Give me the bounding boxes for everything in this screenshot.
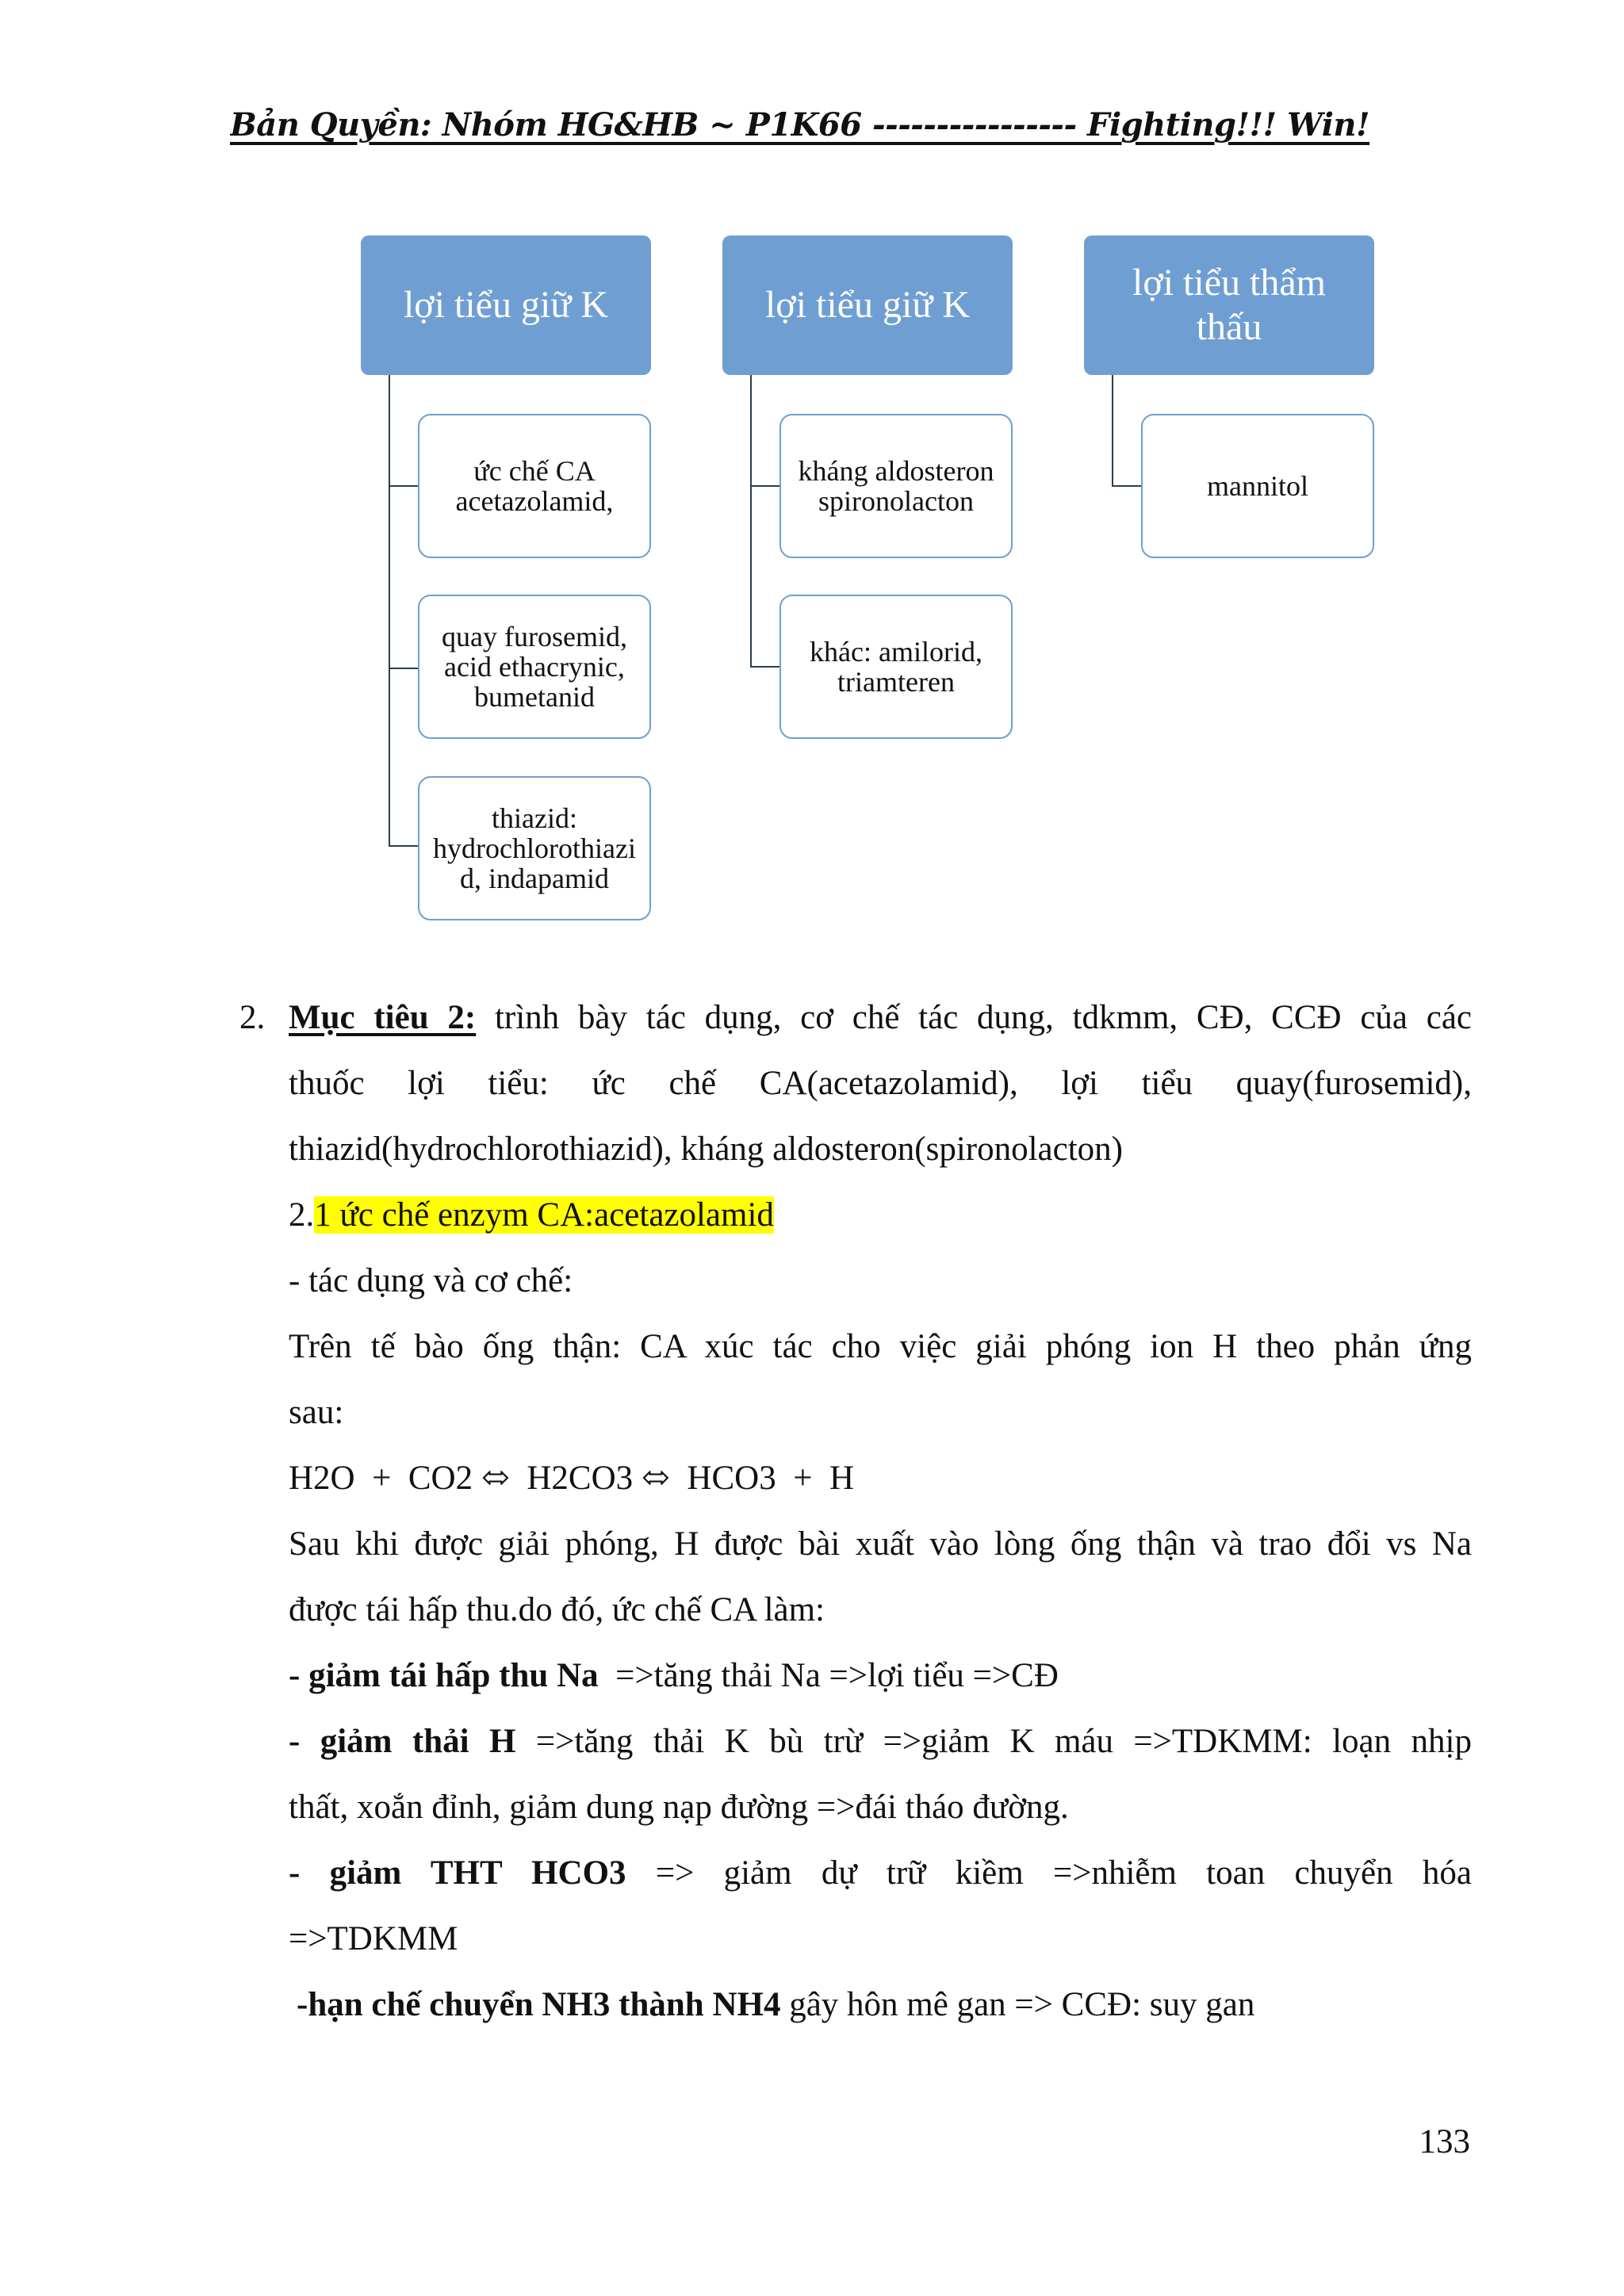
paragraph-line: sau: bbox=[289, 1394, 344, 1431]
sub-box-loop-diuretic: quay furosemid, acid ethacrynic, bumetanid bbox=[418, 595, 651, 739]
connector-line bbox=[750, 666, 780, 668]
connector-line bbox=[389, 375, 390, 846]
effect-text: => giảm dự trữ kiềm =>nhiễm toan chuyển hóa bbox=[626, 1854, 1472, 1892]
connector-line bbox=[389, 845, 419, 847]
section-2-line-2: thuốc lợi tiểu: ức chế CA(acetazolamid), lợi tiểu quay(furosemid), bbox=[289, 1065, 1472, 1102]
reaction-equation: H2O + CO2 ⬄ H2CO3 ⬄ HCO3 + H bbox=[289, 1460, 855, 1497]
effect-bold: - giảm thải H bbox=[289, 1723, 516, 1760]
page-number: 133 bbox=[1419, 2123, 1470, 2160]
subsection-prefix: 2. bbox=[289, 1196, 315, 1234]
diuretic-classification-diagram bbox=[0, 0, 1624, 951]
sub-box-other-k-sparing: khác: amilorid, triamteren bbox=[779, 595, 1013, 739]
connector-line bbox=[389, 485, 419, 487]
connector-line bbox=[750, 485, 780, 487]
connector-line bbox=[389, 668, 419, 669]
effect-item bbox=[289, 1709, 1472, 1774]
effect-item bbox=[289, 1972, 1472, 2038]
sub-box-ca-inhibitor: ức chế CA acetazolamid, bbox=[418, 414, 651, 558]
effect-bold: - giảm tái hấp thu Na bbox=[289, 1657, 599, 1694]
effect-text: =>tăng thải K bù trừ =>giảm K máu =>TDKMM: loạn nhịp bbox=[515, 1723, 1472, 1760]
sub-box-thiazide: thiazid: hydrochlorothiazi d, indapamid bbox=[418, 776, 651, 920]
sub-box-aldosterone-antagonist: kháng aldosteron spironolacton bbox=[779, 414, 1013, 558]
page-header: Bản Quyền: Nhóm HG&HB ~ P1K66 ---------------- Fighting!!! Win! bbox=[230, 106, 1370, 144]
sub-box-mannitol: mannitol bbox=[1141, 414, 1374, 558]
effect-continuation: thất, xoắn đỉnh, giảm dung nạp đường =>đái tháo đường. bbox=[289, 1789, 1069, 1826]
main-content bbox=[239, 985, 1473, 2038]
subsection-heading bbox=[289, 1182, 1472, 1248]
subsection-highlighted-title: 1 ức chế enzym CA:acetazolamid bbox=[314, 1196, 774, 1234]
effect-bold: - giảm THT HCO3 bbox=[289, 1854, 626, 1892]
category-box-1: lợi tiểu giữ K bbox=[361, 235, 651, 375]
effect-bold: -hạn chế chuyển NH3 thành NH4 bbox=[297, 1986, 781, 2023]
effect-text: =>tăng thải Na =>lợi tiểu =>CĐ bbox=[598, 1657, 1059, 1694]
category-box-3: lợi tiểu thẩm thấu bbox=[1084, 235, 1374, 375]
paragraph-line: Trên tế bào ống thận: CA xúc tác cho việc giải phóng ion H theo phản ứng bbox=[289, 1328, 1472, 1365]
effect-continuation: =>TDKMM bbox=[289, 1920, 458, 1957]
section-2-line-1 bbox=[239, 985, 1473, 1050]
effect-item bbox=[289, 1840, 1472, 1906]
section-text: trình bày tác dụng, cơ chế tác dụng, tdkmm, CĐ, CCĐ của các bbox=[476, 999, 1473, 1036]
section-title: Mục tiêu 2: bbox=[289, 999, 477, 1036]
paragraph-line: được tái hấp thu.do đó, ức chế CA làm: bbox=[289, 1591, 825, 1628]
category-box-2: lợi tiểu giữ K bbox=[722, 235, 1013, 375]
section-number: 2. bbox=[239, 999, 266, 1036]
effect-text: gây hôn mê gan => CCĐ: suy gan bbox=[780, 1986, 1255, 2023]
connector-line bbox=[1112, 485, 1142, 487]
connector-line bbox=[750, 375, 752, 667]
effect-item bbox=[289, 1643, 1472, 1709]
mechanism-heading: - tác dụng và cơ chế: bbox=[289, 1262, 573, 1299]
connector-line bbox=[1112, 375, 1113, 486]
paragraph-line: Sau khi được giải phóng, H được bài xuất vào lòng ống thận và trao đổi vs Na bbox=[289, 1525, 1472, 1563]
section-2-line-3: thiazid(hydrochlorothiazid), kháng aldosteron(spironolacton) bbox=[289, 1131, 1123, 1168]
